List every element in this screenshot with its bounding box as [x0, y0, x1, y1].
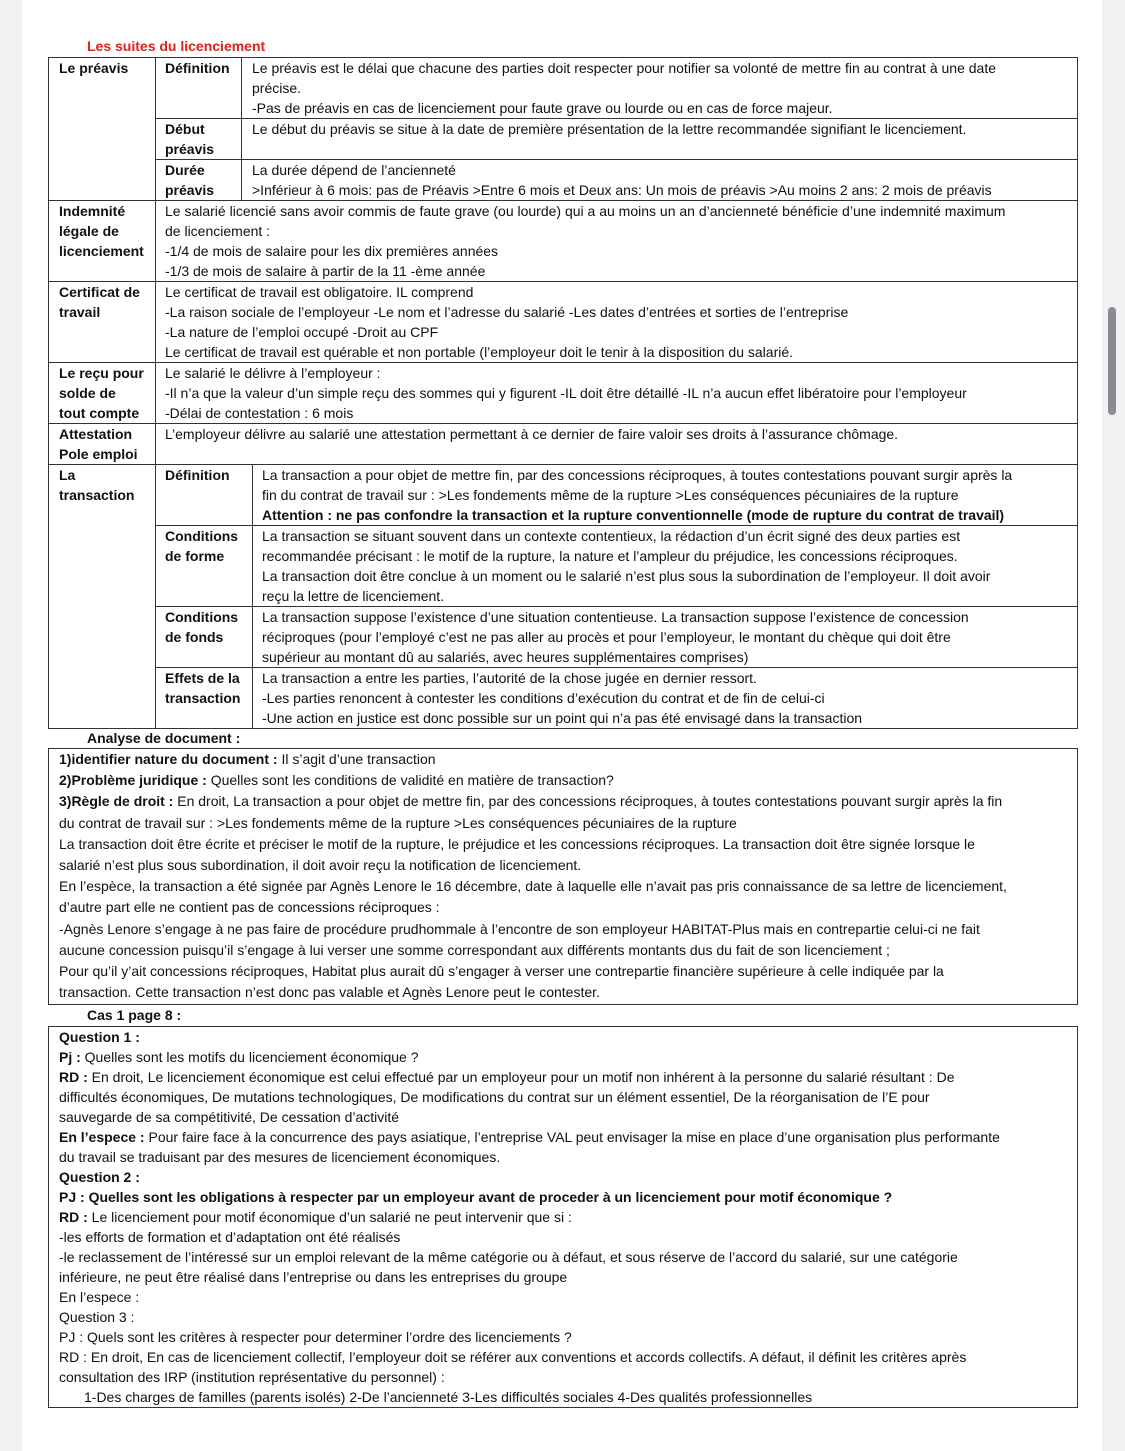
q1-pj-label: Pj : — [59, 1049, 81, 1065]
preavis-definition-label: Définition — [156, 58, 242, 119]
q1-rd-label: RD : — [59, 1069, 88, 1085]
preavis-debut-label: Début préavis — [156, 119, 242, 160]
transaction-fonds-label: Conditions de fonds — [156, 607, 253, 668]
q1-rd-text: En droit, Le licenciement économique est celui effectué par un employeur pour un motif non inhérent à la personne du salarié résultant : De — [87, 1069, 955, 1085]
q3-line: PJ : Quels sont les critères à respecter pour determiner l’ordre des licenciements ? — [59, 1329, 572, 1345]
q2-pj: PJ : Quelles sont les obligations à respecter par un employeur avant de proceder à un licenciement pour motif économique ? — [59, 1189, 893, 1205]
q2-line: En l’espece : — [59, 1289, 140, 1305]
q1-espece-label: En l’espece : — [59, 1129, 145, 1145]
q2-rd-text: Le licenciement pour motif économique d’un salarié ne peut intervenir que si : — [87, 1209, 572, 1225]
q2-line: -le reclassement de l’intéressé sur un emploi relevant de la même catégorie ou à défaut, et sous réserve de l’accord du salarié, sur une catégorie — [59, 1249, 958, 1265]
nature-label: 1)identifier nature du document : — [59, 751, 278, 767]
certificat-text: Le certificat de travail est obligatoire. IL comprend -La raison sociale de l’employeur -Le nom et l’adresse du salarié -Les dates d’entrées et sorties de l’entreprise -La nature de l’emploi occupé -Droit au CPF Le certificat de travail est quérable et non portable (l’employeur doit le tenir à la disposition du salarié. — [156, 282, 1078, 363]
transaction-forme-text: La transaction se situant souvent dans un contexte contentieux, la rédaction d’un écrit signé des deux parties est recommandée précisant : le motif de la rupture, la nature et l’ampleur du préjudice, les concessions réciproques. La transaction doit être conclue à un moment ou le salarié n’est plus sous la subordination de l’employeur. Il doit avoir reçu la lettre de licenciement. — [253, 526, 1078, 607]
preavis-duree-text: La durée dépend de l’ancienneté >Inférieur à 6 mois: pas de Préavis >Entre 6 mois et Deux ans: Un mois de préavis >Au moins 2 ans: 2 mois de préavis — [242, 160, 1078, 201]
analyse-line: Pour qu’il y’ait concessions réciproques, Habitat plus aurait dû s’engager à verser une contrepartie financière supérieure à celle indiquée par la — [59, 963, 944, 980]
q1-rd-line: sauvegarde de sa compétitivité, De cessation d’activité — [59, 1109, 400, 1125]
analyse-line: La transaction doit être écrite et préciser le motif de la rupture, le préjudice et les concessions réciproques. La transaction doit être signée lorsque le — [59, 835, 975, 852]
question-2-label: Question 2 : — [59, 1169, 140, 1185]
scrollbar-track[interactable] — [1103, 0, 1125, 1451]
q1-pj-text: Quelles sont les motifs du licenciement économique ? — [80, 1049, 419, 1065]
q3-line: RD : En droit, En cas de licenciement collectif, l’employeur doit se référer aux conventions et accords collectifs. A défaut, il définit les critères après — [59, 1349, 967, 1365]
analyse-box — [48, 748, 1078, 1005]
analyse-line: du contrat de travail sur : >Les fondements même de la rupture >Les conséquences pécuniaires de la rupture — [59, 814, 737, 831]
analyse-line: -Agnès Lenore s’engage à ne pas faire de procédure prudhommale à l’encontre de son employeur HABITAT-Plus mais en contrepartie celui-ci ne fait — [59, 920, 980, 937]
nature-text: Il s’agit d’une transaction — [277, 751, 436, 767]
cas-box — [48, 1026, 1078, 1408]
row-label-attestation: Attestation Pole emploi — [49, 424, 156, 465]
cas-heading: Cas 1 page 8 : — [87, 1007, 182, 1023]
analyse-line: transaction. Cette transaction n’est donc pas valable et Agnès Lenore peut le contester. — [59, 984, 600, 1001]
analyse-heading: Analyse de document : — [87, 730, 241, 746]
question-1-label: Question 1 : — [59, 1029, 140, 1045]
regle-label: 3)Règle de droit : — [59, 793, 174, 810]
analyse-line: d’autre part elle ne contient pas de concessions réciproques : — [59, 899, 440, 916]
question-3-label: Question 3 : — [59, 1309, 135, 1325]
q3-line: consultation des IRP (institution représentative du personnel) : — [59, 1369, 445, 1385]
q1-espece-line: du travail se traduisant par des mesures de licenciement économiques. — [59, 1149, 501, 1165]
preavis-definition-text: Le préavis est le délai que chacune des parties doit respecter pour notifier sa volonté de mettre fin au contrat à une date précise. -Pas de préavis en cas de licenciement pour faute grave ou lourde ou en cas de force majeur. — [242, 58, 1078, 119]
transaction-forme-label: Conditions de forme — [156, 526, 253, 607]
recu-text: Le salarié le délivre à l’employeur : -Il n’a que la valeur d’un simple reçu des sommes qui y figurent -IL doit être détaillé -IL n’a aucun effet libératoire pour l’employeur -Délai de contestation : 6 mois — [156, 363, 1078, 424]
row-label-certificat: Certificat de travail — [49, 282, 156, 363]
scrollbar-thumb[interactable] — [1108, 307, 1116, 415]
q3-criteria: 1-Des charges de familles (parents isolés) 2-De l’ancienneté 3-Les difficultés sociales 4-Des qualités professionnelles — [84, 1389, 813, 1405]
transaction-fonds-text: La transaction suppose l’existence d’une situation contentieuse. La transaction suppose l’existence de concession réciproques (pour l’employé c’est ne pas aller au procès et pour l’employeur, le montant du chèque qui doit être supérieur au montant dû au salariés, avec heures supplémentaires comprises) — [253, 607, 1078, 668]
q2-line: inférieure, ne peut être réalisé dans l’entreprise ou dans les entreprises du groupe — [59, 1269, 568, 1285]
q2-line: -les efforts de formation et d’adaptation ont été réalisés — [59, 1229, 401, 1245]
row-label-preavis: Le préavis — [49, 58, 156, 201]
transaction-effets-text: La transaction a entre les parties, l’autorité de la chose jugée en dernier ressort. -Les parties renoncent à contester les conditions d’exécution du contrat et de fin de celui-ci -Une action en justice est donc possible sur un point qui n’a pas été envisagé dans la transaction — [253, 668, 1078, 729]
transaction-definition-label: Définition — [156, 465, 253, 526]
analyse-line: En l’espèce, la transaction a été signée par Agnès Lenore le 16 décembre, date à laquelle elle n’avait pas pris connaissance de sa lettre de licenciement, — [59, 878, 1007, 895]
q1-rd-line: difficultés économiques, De mutations technologiques, De modifications du contrat sur un élément essentiel, De la réorganisation de l’E pour — [59, 1089, 930, 1105]
analyse-line: aucune concession puisqu’il s’engage à lui verser une somme correspondant aux différents montants dus du fait de son licenciement ; — [59, 941, 890, 958]
q1-espece-text: Pour faire face à la concurrence des pays asiatique, l’entreprise VAL peut envisager la mise en place d’une organisation plus performante — [144, 1129, 1000, 1145]
preavis-duree-label: Durée préavis — [156, 160, 242, 201]
transaction-attention-note: Attention : ne pas confondre la transaction et la rupture conventionnelle (mode de rupture du contrat de travail) — [262, 507, 1005, 523]
transaction-definition-text: La transaction a pour objet de mettre fin, par des concessions réciproques, à toutes contestations pouvant surgir après la fin du contrat de travail sur : >Les fondements même de la rupture >Les conséquences pécuniaires de la rupture Attention : ne pas confondre la transaction et la rupture conventionnelle (mode de rupture du contrat de travail) — [253, 465, 1078, 526]
document-title: Les suites du licenciement — [87, 38, 266, 54]
indemnite-text: Le salarié licencié sans avoir commis de faute grave (ou lourde) qui a au moins un an d’ancienneté bénéficie d’une indemnité maximum de licenciement : -1/4 de mois de salaire pour les dix premières années -1/3 de mois de salaire à partir de la 11 -ème année — [156, 201, 1078, 282]
probleme-text: Quelles sont les conditions de validité en matière de transaction? — [206, 772, 614, 789]
transaction-effets-label: Effets de la transaction — [156, 668, 253, 729]
row-label-recu: Le reçu pour solde de tout compte — [49, 363, 156, 424]
row-label-indemnite: Indemnité légale de licenciement — [49, 201, 156, 282]
licenciement-table — [48, 57, 1078, 729]
regle-text: En droit, La transaction a pour objet de mettre fin, par des concessions réciproques, à toutes contestations pouvant surgir après la fin — [173, 793, 1003, 810]
attestation-text: L’employeur délivre au salarié une attestation permettant à ce dernier de faire valoir ses droits à l’assurance chômage. — [156, 424, 1078, 465]
row-label-transaction: La transaction — [49, 465, 156, 729]
preavis-debut-text: Le début du préavis se situe à la date de première présentation de la lettre recommandée signifiant le licenciement. — [242, 119, 1078, 160]
probleme-label: 2)Problème juridique : — [59, 772, 207, 789]
q2-rd-label: RD : — [59, 1209, 88, 1225]
analyse-line: salarié n’est plus sous subordination, il doit avoir reçu la notification de licenciement. — [59, 857, 582, 874]
